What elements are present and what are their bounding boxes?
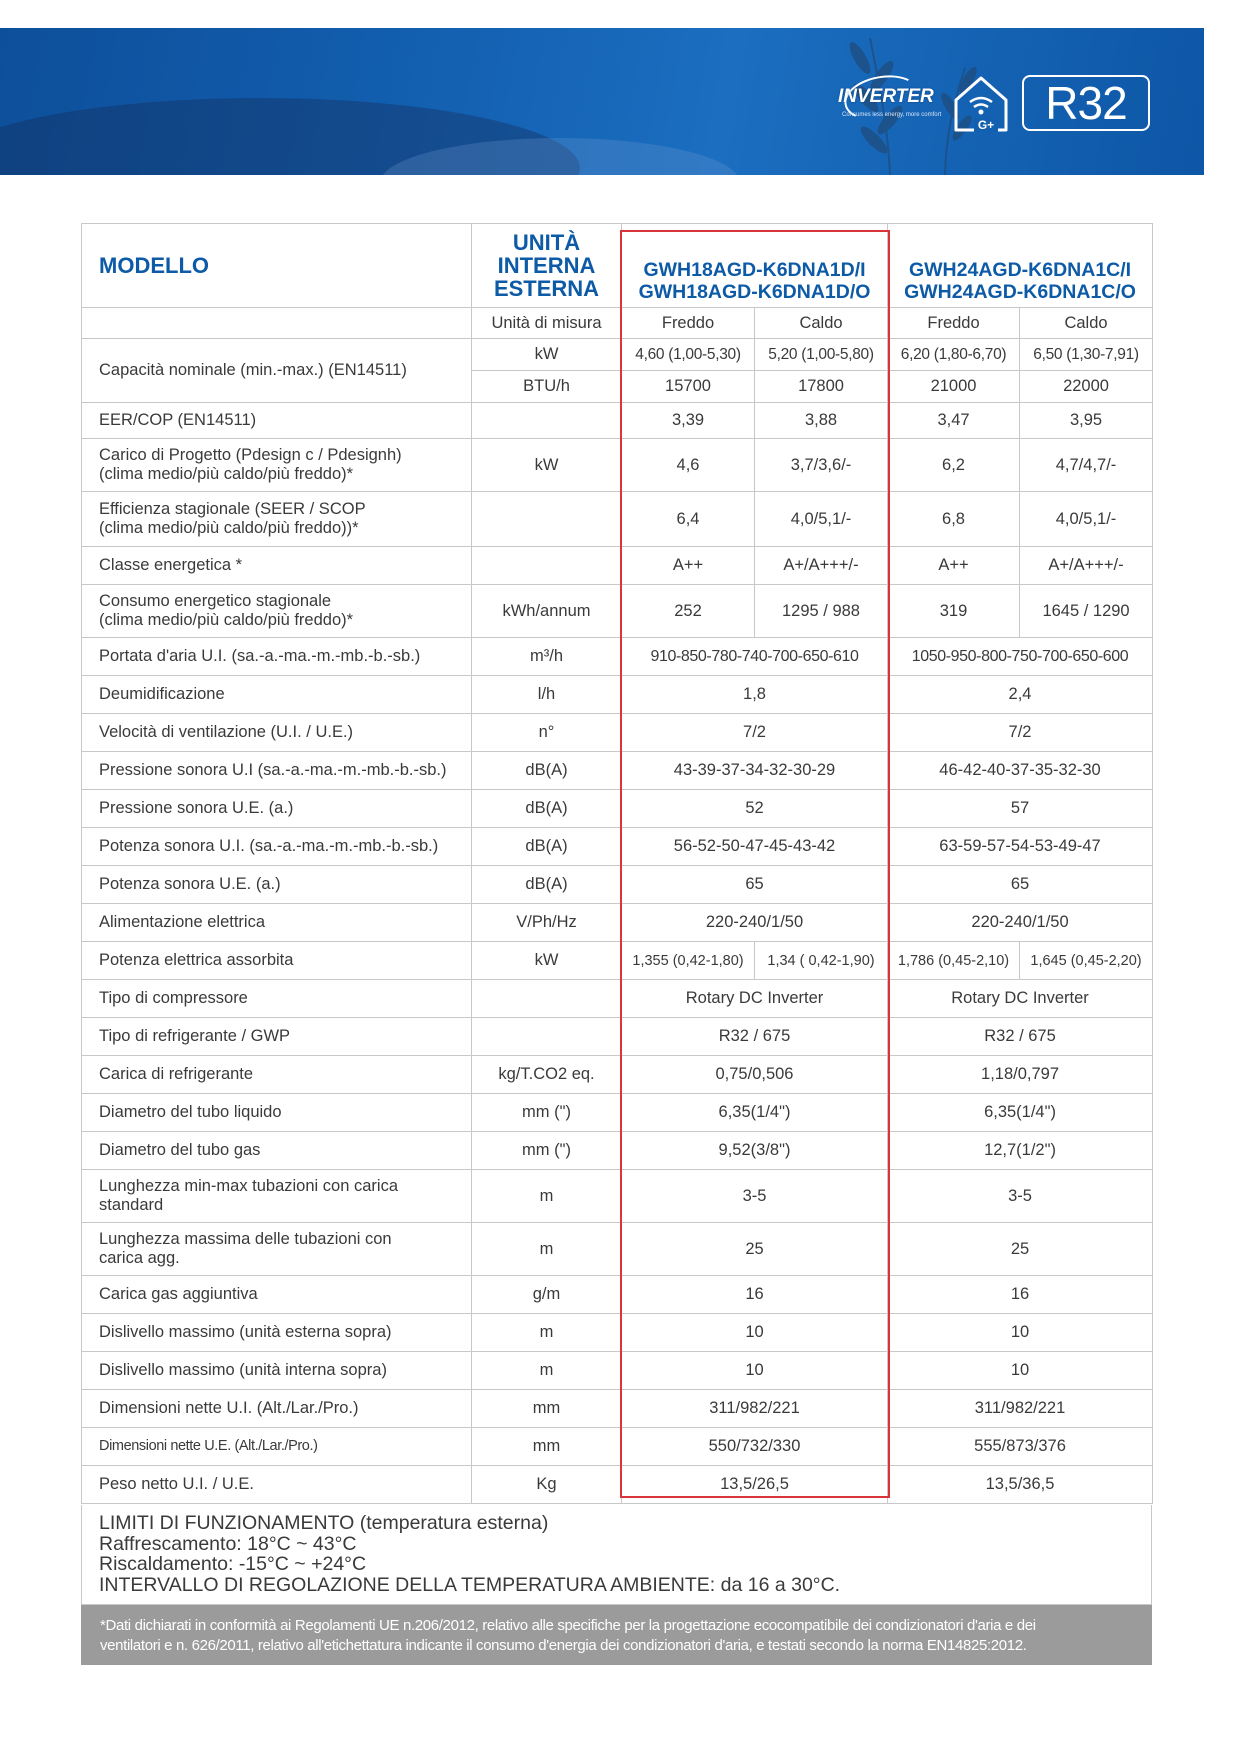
table-row [82,980,1153,1018]
unit-cell: dB(A) [472,866,622,904]
unit-cell: kW [472,439,622,492]
header-row [82,224,1153,308]
value-cell: 13,5/36,5 [888,1466,1153,1504]
value-cell: 10 [622,1352,888,1390]
value-cell: 25 [622,1223,888,1276]
value-cell: 1295 / 988 [755,585,888,638]
value-cell: 220-240/1/50 [622,904,888,942]
table-row [82,1466,1153,1504]
row-label-line: (clima medio/più caldo/più freddo)* [99,465,354,483]
value-cell: Rotary DC Inverter [888,980,1153,1018]
value-cell: A+/A+++/- [1020,547,1153,585]
value-cell: 1050-950-800-750-700-650-600 [888,638,1153,676]
unit-cell [472,980,622,1018]
value-cell: 16 [622,1276,888,1314]
row-label: Potenza sonora U.E. (a.) [82,866,472,904]
table-row [82,585,1153,638]
value-cell: 65 [622,866,888,904]
value-cell: 63-59-57-54-53-49-47 [888,828,1153,866]
row-label: Diametro del tubo liquido [82,1094,472,1132]
value-cell: 22000 [1020,371,1153,403]
row-label: Tipo di compressore [82,980,472,1018]
value-cell: 4,0/5,1/- [1020,492,1153,547]
value-cell: 15700 [622,371,755,403]
limits-line: Riscaldamento: -15°C ~ +24°C [99,1553,367,1575]
value-cell: 1,355 (0,42-1,80) [622,942,755,980]
value-cell: 1645 / 1290 [1020,585,1153,638]
unit-cell: BTU/h [472,371,622,403]
value-cell: 1,645 (0,45-2,20) [1020,942,1153,980]
unit-cell: kW [472,339,622,371]
model-b-external: GWH24AGD-K6DNA1C/O [904,281,1136,303]
row-label: Alimentazione elettrica [82,904,472,942]
row-label: Peso netto U.I. / U.E. [82,1466,472,1504]
model-b-internal: GWH24AGD-K6DNA1C/I [908,259,1132,281]
freddo-b: Freddo [888,308,1020,339]
value-cell: A++ [888,547,1020,585]
value-cell: 21000 [888,371,1020,403]
table-row [82,1352,1153,1390]
modello-label: MODELLO [82,224,472,308]
table-row [82,638,1153,676]
value-cell: 3-5 [888,1170,1153,1223]
unit-cell: dB(A) [472,790,622,828]
value-cell: 4,7/4,7/- [1020,439,1153,492]
row-label: Dislivello massimo (unità interna sopra) [82,1352,472,1390]
table-row [82,942,1153,980]
row-label: EER/COP (EN14511) [82,403,472,439]
row-label-line: standard [99,1196,164,1214]
value-cell: 311/982/221 [622,1390,888,1428]
value-cell: 65 [888,866,1153,904]
inverter-tagline: Consumes less energy, more comfort [842,112,942,118]
operating-limits [81,1505,1152,1605]
row-label-line: Lunghezza min-max tubazioni con carica [99,1177,398,1195]
row-label: Carica di refrigerante [82,1056,472,1094]
row-label [82,1223,472,1276]
table-row [82,403,1153,439]
value-cell: R32 / 675 [888,1018,1153,1056]
value-cell: 2,4 [888,676,1153,714]
unit-cell: m [472,1170,622,1223]
unit-cell: dB(A) [472,752,622,790]
unit-cell: m [472,1223,622,1276]
table-row [82,828,1153,866]
table-row [82,492,1153,547]
value-cell: 7/2 [888,714,1153,752]
table-row [82,1314,1153,1352]
table-row [82,1170,1153,1223]
limits-line: LIMITI DI FUNZIONAMENTO (temperatura esterna) [99,1512,549,1534]
row-label: Deumidificazione [82,676,472,714]
value-cell: 6,8 [888,492,1020,547]
caldo-a: Caldo [755,308,888,339]
value-cell: 6,2 [888,439,1020,492]
model-a-external: GWH18AGD-K6DNA1D/O [638,281,871,303]
value-cell: 5,20 (1,00-5,80) [755,339,888,371]
unit-cell: kg/T.CO2 eq. [472,1056,622,1094]
unit-cell: Kg [472,1466,622,1504]
value-cell: 9,52(3/8") [622,1132,888,1170]
value-cell: 1,786 (0,45-2,10) [888,942,1020,980]
value-cell: 12,7(1/2") [888,1132,1153,1170]
value-cell: 4,6 [622,439,755,492]
limits-line: INTERVALLO DI REGOLAZIONE DELLA TEMPERATURA AMBIENTE: da 16 a 30°C. [99,1573,841,1596]
row-label [82,1170,472,1223]
row-label: Pressione sonora U.I (sa.-a.-ma.-m.-mb.-b.-sb.) [82,752,472,790]
table-row [82,714,1153,752]
value-cell: 550/732/330 [622,1428,888,1466]
value-cell: 3,7/3,6/- [755,439,888,492]
unit-cell [472,1018,622,1056]
table-row [82,752,1153,790]
row-label: Velocità di ventilazione (U.I. / U.E.) [82,714,472,752]
value-cell: 6,4 [622,492,755,547]
unit-cell: kWh/annum [472,585,622,638]
value-cell: 56-52-50-47-45-43-42 [622,828,888,866]
unita-line-1: UNITÀ [512,230,581,255]
unit-cell [472,492,622,547]
value-cell: 4,60 (1,00-5,30) [622,339,755,371]
footnote-line: ventilatori e n. 626/2011, relativo all'etichettatura indicante il consumo d'energia dei condizionatori d'aria, e testati secondo la norma EN14825:2012. [100,1637,1027,1654]
row-label-line: (clima medio/più caldo/più freddo)* [99,611,354,629]
value-cell: 3-5 [622,1170,888,1223]
value-cell: 0,75/0,506 [622,1056,888,1094]
table-row [82,1276,1153,1314]
table-row [82,547,1153,585]
value-cell: 3,88 [755,403,888,439]
value-cell: 57 [888,790,1153,828]
table-row [82,866,1153,904]
value-cell: A+/A+++/- [755,547,888,585]
table-row [82,1390,1153,1428]
row-label: Pressione sonora U.E. (a.) [82,790,472,828]
empty-cell [82,308,472,339]
table-row [82,339,1153,371]
unita-line-2: INTERNA [497,253,596,278]
model-a-header [622,224,888,308]
row-label: Tipo di refrigerante / GWP [82,1018,472,1056]
unit-cell: n° [472,714,622,752]
unit-cell: dB(A) [472,828,622,866]
footnote [81,1605,1152,1665]
unit-cell: l/h [472,676,622,714]
table-row [82,1018,1153,1056]
limits-line: Raffrescamento: 18°C ~ 43°C [99,1532,357,1555]
value-cell: 17800 [755,371,888,403]
value-cell: 6,35(1/4") [622,1094,888,1132]
row-label-line: Consumo energetico stagionale [99,592,332,610]
value-cell: 10 [622,1314,888,1352]
table-row [82,676,1153,714]
value-cell: 1,8 [622,676,888,714]
value-cell: 10 [888,1314,1153,1352]
caldo-b: Caldo [1020,308,1153,339]
value-cell: 1,18/0,797 [888,1056,1153,1094]
refrigerant-badge: R32 [1022,75,1150,131]
inverter-word: INVERTER [838,86,934,107]
unit-cell: kW [472,942,622,980]
inverter-logo [838,56,942,136]
unita-di-misura: Unità di misura [472,308,622,339]
value-cell: 25 [888,1223,1153,1276]
row-label-line: Efficienza stagionale (SEER / SCOP [99,500,366,518]
value-cell: 16 [888,1276,1153,1314]
row-label-line: Lunghezza massima delle tubazioni con [99,1230,392,1248]
unit-cell: mm (") [472,1132,622,1170]
value-cell: 6,50 (1,30-7,91) [1020,339,1153,371]
unita-line-3: ESTERNA [493,276,600,301]
unit-cell: m [472,1314,622,1352]
unit-cell: g/m [472,1276,622,1314]
value-cell: 311/982/221 [888,1390,1153,1428]
value-cell: 6,35(1/4") [888,1094,1153,1132]
unit-cell: mm (") [472,1094,622,1132]
row-label: Dimensioni nette U.I. (Alt./Lar./Pro.) [82,1390,472,1428]
unit-cell [472,547,622,585]
model-b-header [888,224,1153,308]
units-row [82,308,1153,339]
unit-cell: V/Ph/Hz [472,904,622,942]
spec-table [81,223,1153,1504]
unit-cell: mm [472,1428,622,1466]
table-row [82,1428,1153,1466]
value-cell: R32 / 675 [622,1018,888,1056]
table-row [82,1056,1153,1094]
unit-cell [472,403,622,439]
unit-cell: m [472,1352,622,1390]
row-label [82,492,472,547]
wifi-label: G+ [977,118,995,132]
value-cell: 319 [888,585,1020,638]
value-cell: 3,95 [1020,403,1153,439]
row-label-line: Carico di Progetto (Pdesign c / Pdesignh) [99,446,402,464]
row-label: Diametro del tubo gas [82,1132,472,1170]
value-cell: 7/2 [622,714,888,752]
value-cell: 52 [622,790,888,828]
value-cell: 10 [888,1352,1153,1390]
row-label: Dimensioni nette U.E. (Alt./Lar./Pro.) [82,1428,472,1466]
model-a-internal: GWH18AGD-K6DNA1D/I [643,259,866,281]
value-cell: 43-39-37-34-32-30-29 [622,752,888,790]
value-cell: 555/873/376 [888,1428,1153,1466]
table-row [82,1223,1153,1276]
row-label: Potenza elettrica assorbita [82,942,472,980]
value-cell: 3,47 [888,403,1020,439]
value-cell: 6,20 (1,80-6,70) [888,339,1020,371]
row-label-line: carica agg. [99,1249,180,1267]
value-cell: 4,0/5,1/- [755,492,888,547]
value-cell: 3,39 [622,403,755,439]
row-label: Capacità nominale (min.-max.) (EN14511) [82,339,472,403]
table-row [82,904,1153,942]
value-cell: A++ [622,547,755,585]
row-label: Carica gas aggiuntiva [82,1276,472,1314]
unit-cell: mm [472,1390,622,1428]
table-row [82,790,1153,828]
row-label: Dislivello massimo (unità esterna sopra) [82,1314,472,1352]
row-label-line: (clima medio/più caldo/più freddo))* [99,519,359,537]
table-row [82,439,1153,492]
unit-cell: m³/h [472,638,622,676]
value-cell: 46-42-40-37-35-32-30 [888,752,1153,790]
unita-header [472,224,622,308]
row-label [82,585,472,638]
wifi-home-icon [950,72,1012,134]
value-cell: 220-240/1/50 [888,904,1153,942]
row-label: Portata d'aria U.I. (sa.-a.-ma.-m.-mb.-b.-sb.) [82,638,472,676]
freddo-a: Freddo [622,308,755,339]
row-label: Potenza sonora U.I. (sa.-a.-ma.-m.-mb.-b.-sb.) [82,828,472,866]
row-label: Classe energetica * [82,547,472,585]
value-cell: 13,5/26,5 [622,1466,888,1504]
value-cell: 1,34 ( 0,42-1,90) [755,942,888,980]
value-cell: 252 [622,585,755,638]
footnote-line: *Dati dichiarati in conformità ai Regolamenti UE n.206/2012, relativo alle specifiche per la progettazione ecocompatibile dei condizionatori d'aria e dei [100,1617,1036,1634]
row-label [82,439,472,492]
table-row [82,1094,1153,1132]
table-row [82,1132,1153,1170]
value-cell: 910-850-780-740-700-650-610 [622,638,888,676]
value-cell: Rotary DC Inverter [622,980,888,1018]
